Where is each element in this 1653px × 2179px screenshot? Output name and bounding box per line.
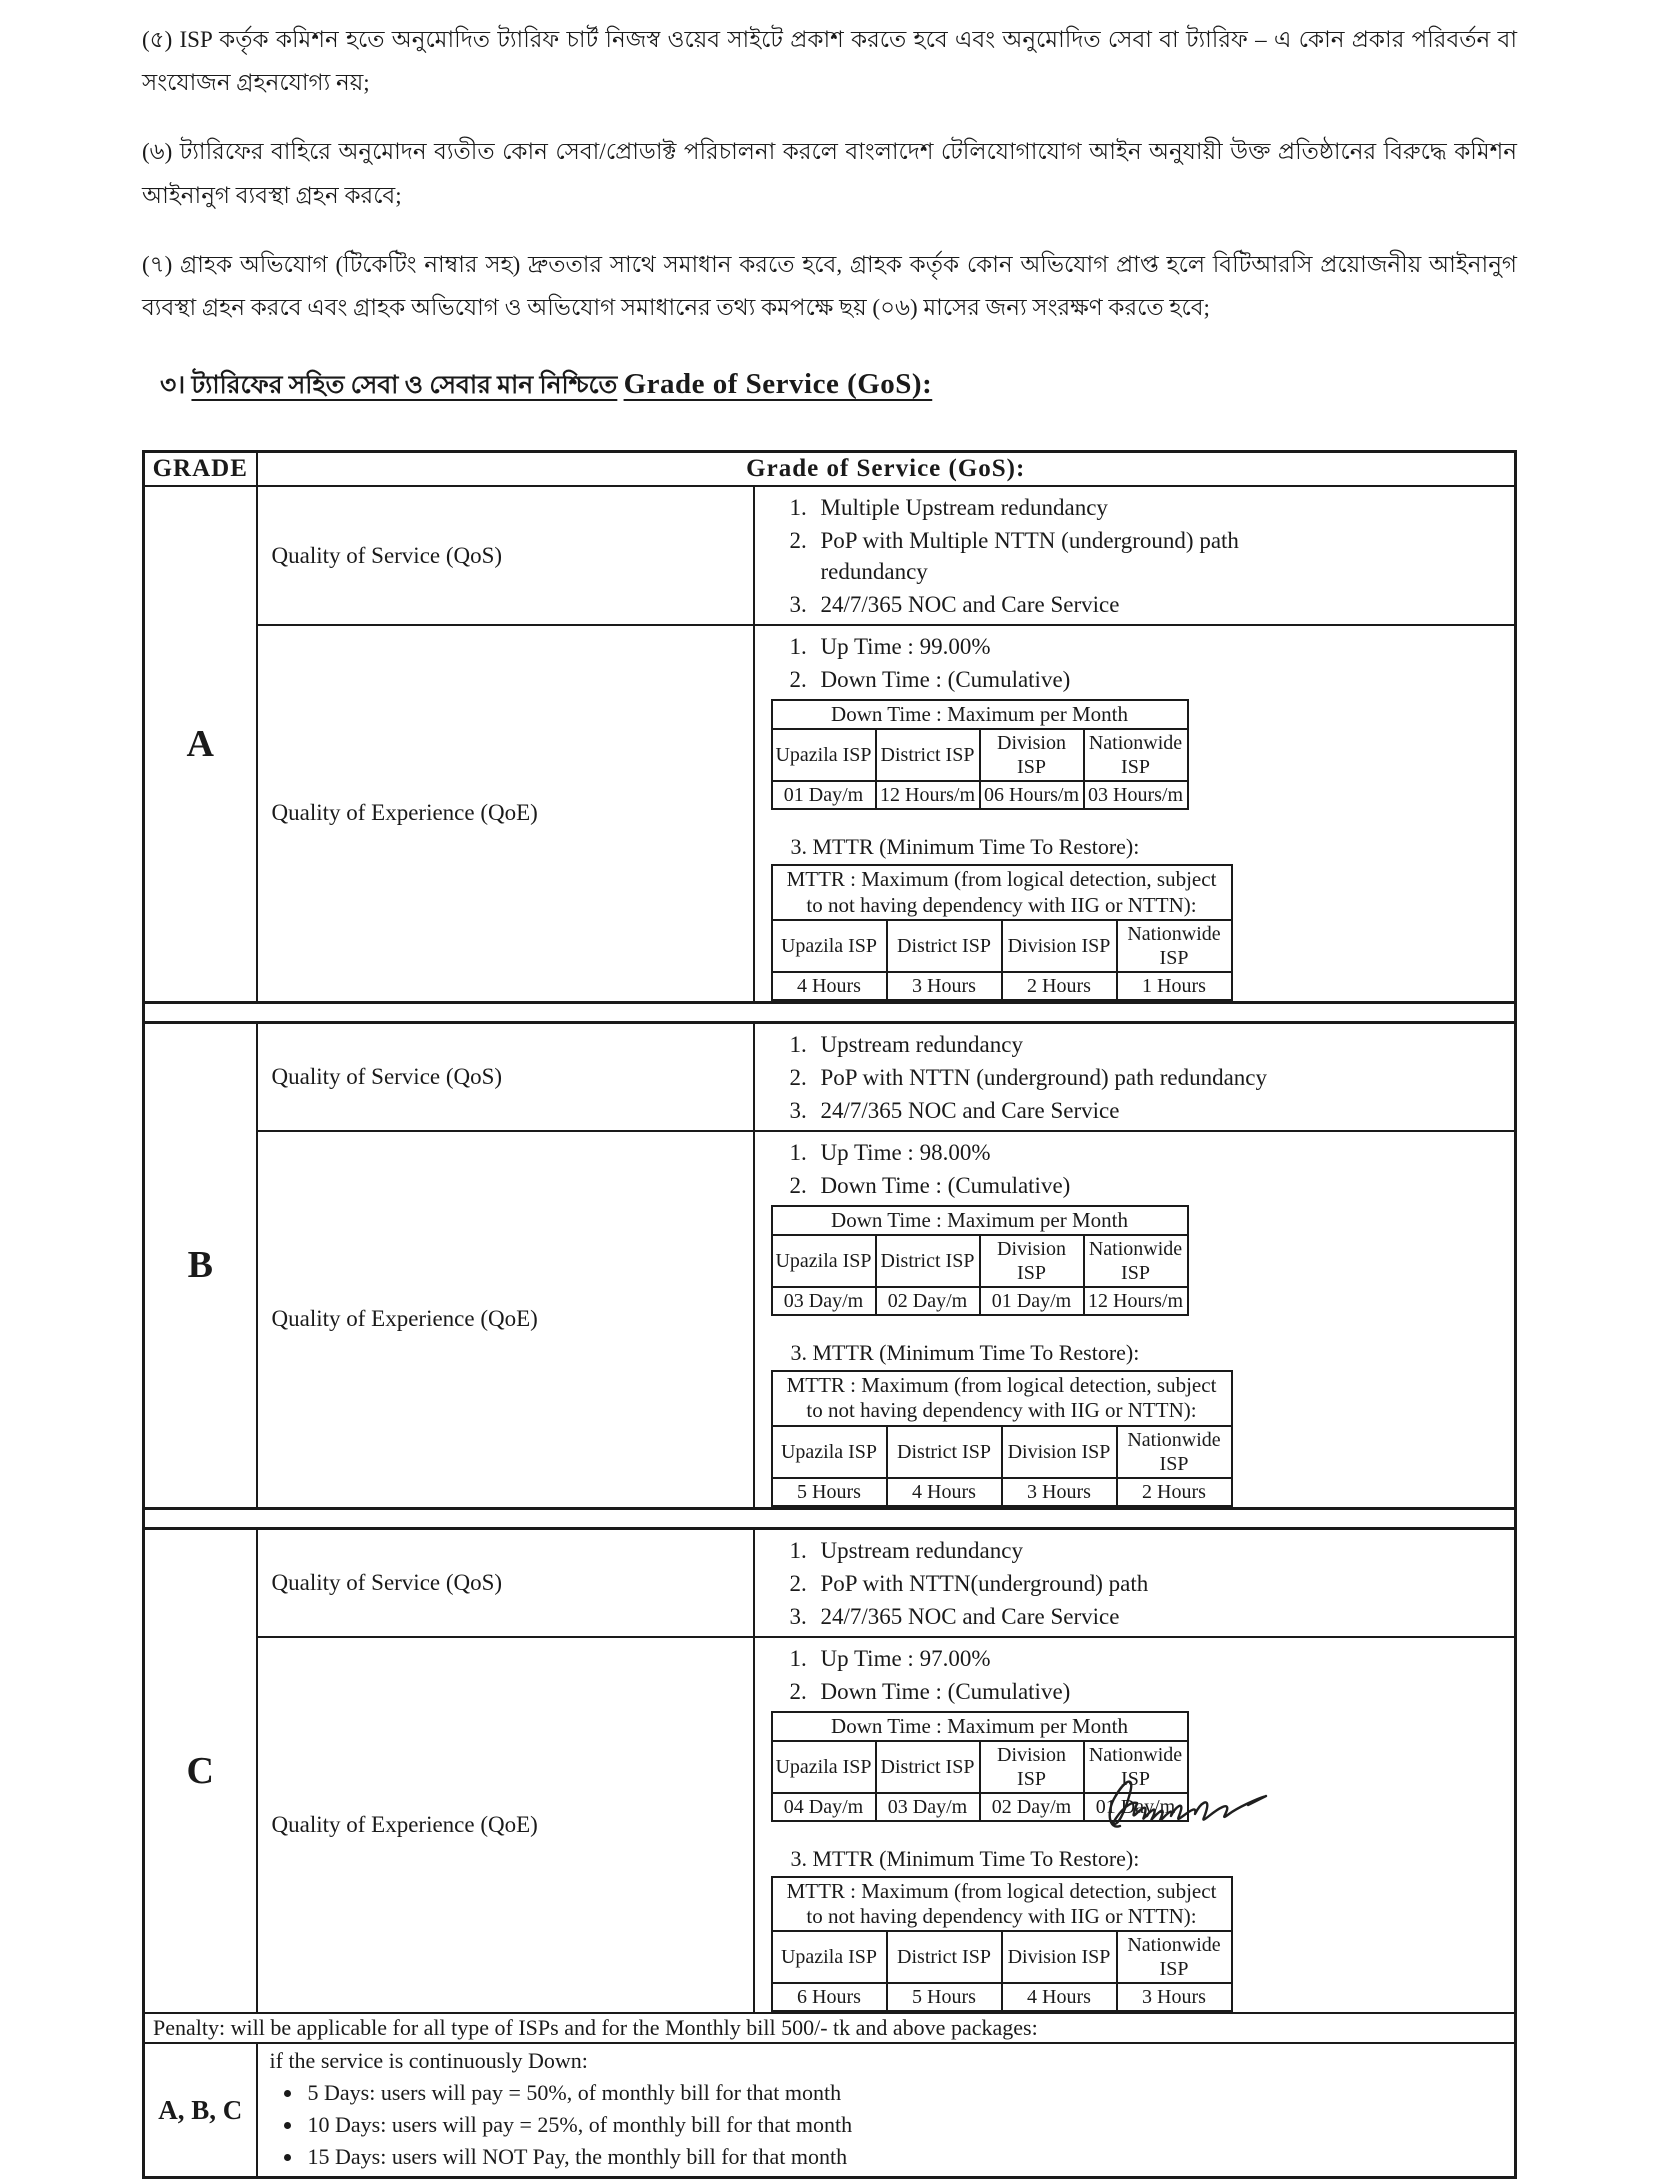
downtime-header-row [772,1235,1188,1287]
qos-item: 3. 24/7/365 NOC and Care Service [813,589,1515,620]
spacer-row [144,1002,1516,1022]
penalty-bullet: • 5 Days: users will pay = 50%, of monthly bill for that month [304,2080,1515,2106]
grade-b-qoe-detail [754,1131,1516,1508]
downtime-value: 03 Day/m [772,1287,876,1315]
grade-c-qos-row [144,1528,1516,1637]
section-number: ৩। [160,372,186,400]
mttr-caption-line2: to not having dependency with IIG or NTTN): [806,1398,1197,1423]
grade-b-qos-detail [754,1022,1516,1131]
grade-a-qoe-label: Quality of Experience (QoE) [257,625,754,1002]
isp-column-header: Upazila ISP [772,729,876,781]
qos-item: 1. Multiple Upstream redundancy [813,492,1515,523]
paragraph-5: (৫) ISP কর্তৃক কমিশন হতে অনুমোদিত ট্যারিফ চার্ট নিজস্ব ওয়েব সাইটে প্রকাশ করতে হবে এবং অনুমোদিত সেবা বা ট্যারিফ – এ কোন প্রকার পরিবর্তন বা সংযোজন গ্রহনযোগ্য নয়; [142,27,1517,96]
mttr-value: 4 Hours [772,972,887,1000]
grade-c-qos-list [755,1535,1515,1632]
grade-c-qoe-list [755,1643,1515,1707]
downtime-value: 03 Day/m [876,1793,980,1821]
grade-a-qoe-detail [754,625,1516,1002]
isp-column-header: Division ISP [1002,1426,1117,1478]
mttr-caption-line1: MTTR : Maximum (from logical detection, subject [786,867,1217,892]
section-heading [160,365,1517,408]
downtime-table-caption: Down Time : Maximum per Month [772,1712,1188,1741]
uptime-item: 1. Up Time : 97.00% [813,1643,1515,1674]
isp-column-header: District ISP [887,920,1002,972]
isp-column-header: Division ISP [1002,920,1117,972]
isp-column-header: Nationwide ISP [1117,920,1232,972]
grade-b-downtime-table [771,1205,1189,1316]
penalty-header-row [144,2013,1516,2043]
isp-column-header: Division ISP [980,1235,1084,1287]
isp-column-header: Division ISP [980,729,1084,781]
penalty-grades-label: A, B, C [144,2043,257,2178]
penalty-bullet: • 15 Days: users will NOT Pay, the monthly bill for that month [304,2144,1515,2170]
mttr-table-caption [772,1371,1232,1425]
mttr-value: 2 Hours [1117,1478,1232,1506]
mttr-heading: 3. MTTR (Minimum Time To Restore): [790,1845,1140,1871]
grade-a-qoe-list [755,631,1515,695]
qos-item: 3. 24/7/365 NOC and Care Service [813,1601,1515,1632]
isp-column-header: Division ISP [1002,1931,1117,1983]
grade-c-qos-label: Quality of Service (QoS) [257,1528,754,1637]
uptime-item: 1. Up Time : 98.00% [813,1137,1515,1168]
qos-item: 2. PoP with Multiple NTTN (underground) path redundancy [813,525,1283,587]
penalty-header-text: Penalty: will be applicable for all type of ISPs and for the Monthly bill 500/- tk and above packages: [144,2013,1516,2043]
grade-b-qoe-row [144,1131,1516,1508]
isp-column-header: Division ISP [980,1741,1084,1793]
grade-a-qoe-row [144,625,1516,1002]
isp-column-header: Upazila ISP [772,920,887,972]
grade-a-downtime-table [771,699,1189,810]
downtime-value: 01 Day/m [1084,1793,1188,1821]
section-title-bangla: ট্যারিফের সহিত সেবা ও সেবার মান নিশ্চিতে [191,372,618,400]
gos-table [142,450,1517,2179]
mttr-value: 4 Hours [887,1478,1002,1506]
isp-column-header: District ISP [876,1235,980,1287]
isp-column-header: Upazila ISP [772,1426,887,1478]
grade-a-qos-label: Quality of Service (QoS) [257,486,754,625]
grade-c-qos-detail [754,1528,1516,1637]
grade-c-mttr-table [771,1876,1233,2012]
downtime-value-row [772,781,1188,809]
penalty-content [257,2043,1516,2178]
isp-column-header: Nationwide ISP [1117,1931,1232,1983]
mttr-value-row [772,972,1232,1000]
table-header-row [144,452,1516,486]
downtime-value: 01 Day/m [980,1287,1084,1315]
downtime-item: 2. Down Time : (Cumulative) [813,1676,1515,1707]
downtime-value: 12 Hours/m [876,781,980,809]
gos-column-header: Grade of Service (GoS): [257,452,1516,486]
isp-column-header: Nationwide ISP [1084,1235,1188,1287]
isp-column-header: District ISP [876,1741,980,1793]
mttr-value: 3 Hours [1117,1983,1232,2011]
mttr-caption-line1: MTTR : Maximum (from logical detection, subject [786,1373,1217,1398]
penalty-intro: if the service is continuously Down: [269,2048,588,2074]
mttr-value: 3 Hours [1002,1478,1117,1506]
mttr-value: 4 Hours [1002,1983,1117,2011]
grade-c-qoe-row [144,1637,1516,2014]
qos-item: 1. Upstream redundancy [813,1029,1515,1060]
section-title-english: Grade of Service (GoS): [623,368,933,401]
isp-column-header: District ISP [876,729,980,781]
mttr-table-caption [772,1877,1232,1931]
grade-b-qoe-list [755,1137,1515,1201]
grade-b-qos-row [144,1022,1516,1131]
mttr-value: 3 Hours [887,972,1002,1000]
mttr-caption-line2: to not having dependency with IIG or NTTN): [806,892,1197,917]
mttr-value-row [772,1983,1232,2011]
downtime-header-row [772,729,1188,781]
mttr-value-row [772,1478,1232,1506]
isp-column-header: Nationwide ISP [1084,1741,1188,1793]
downtime-value: 03 Hours/m [1084,781,1188,809]
spacer-row [144,1508,1516,1528]
grade-b-qos-label: Quality of Service (QoS) [257,1022,754,1131]
isp-column-header: Upazila ISP [772,1235,876,1287]
grade-c-qoe-label: Quality of Experience (QoE) [257,1637,754,2014]
isp-column-header: Nationwide ISP [1084,729,1188,781]
downtime-value: 12 Hours/m [1084,1287,1188,1315]
grade-b-qoe-label: Quality of Experience (QoE) [257,1131,754,1508]
mttr-caption-line2: to not having dependency with IIG or NTTN): [806,1904,1197,1929]
grade-b-mttr-table [771,1370,1233,1506]
grade-c-letter: C [144,1528,257,2013]
downtime-value: 01 Day/m [772,781,876,809]
downtime-value-row [772,1287,1188,1315]
qos-item: 3. 24/7/365 NOC and Care Service [813,1095,1515,1126]
mttr-caption-line1: MTTR : Maximum (from logical detection, subject [786,1878,1217,1903]
mttr-value: 2 Hours [1002,972,1117,1000]
mttr-header-row [772,1426,1232,1478]
mttr-heading: 3. MTTR (Minimum Time To Restore): [790,1340,1140,1366]
penalty-list [258,2080,1515,2170]
mttr-value: 1 Hours [1117,972,1232,1000]
grade-column-header: GRADE [144,452,257,486]
downtime-item: 2. Down Time : (Cumulative) [813,664,1515,695]
isp-column-header: Nationwide ISP [1117,1426,1232,1478]
grade-a-qos-row [144,486,1516,625]
grade-a-letter: A [144,486,257,1002]
paragraph-7: (৭) গ্রাহক অভিযোগ (টিকেটিং নাম্বার সহ) দ্রুততার সাথে সমাধান করতে হবে, গ্রাহক কর্তৃক কোন অভিযোগ প্রাপ্ত হলে বিটিআরসি প্রয়োজনীয় আইনানুগ ব্যবস্থা গ্রহন করবে এবং গ্রাহক অভিযোগ ও অভিযোগ সমাধানের তথ্য কমপক্ষে ছয় (০৬) মাসের জন্য সংরক্ষণ করতে হবে; [142,251,1517,321]
downtime-value: 06 Hours/m [980,781,1084,809]
qos-item: 1. Upstream redundancy [813,1535,1515,1566]
qos-item: 2. PoP with NTTN(underground) path [813,1568,1515,1599]
downtime-value: 04 Day/m [772,1793,876,1821]
penalty-bullet: • 10 Days: users will pay = 25%, of monthly bill for that month [304,2112,1515,2138]
isp-column-header: Upazila ISP [772,1741,876,1793]
uptime-item: 1. Up Time : 99.00% [813,631,1515,662]
downtime-value: 02 Day/m [980,1793,1084,1821]
downtime-value: 02 Day/m [876,1287,980,1315]
isp-column-header: District ISP [887,1426,1002,1478]
grade-b-letter: B [144,1022,257,1508]
grade-a-qos-list [755,492,1515,620]
grade-a-mttr-table [771,864,1233,1000]
mttr-value: 6 Hours [772,1983,887,2011]
mttr-table-caption [772,865,1232,919]
grade-a-qos-detail [754,486,1516,625]
downtime-table-caption: Down Time : Maximum per Month [772,1206,1188,1235]
mttr-heading: 3. MTTR (Minimum Time To Restore): [790,834,1140,860]
isp-column-header: District ISP [887,1931,1002,1983]
penalty-row [144,2043,1516,2178]
isp-column-header: Upazila ISP [772,1931,887,1983]
grade-b-qos-list [755,1029,1515,1126]
qos-item: 2. PoP with NTTN (underground) path redundancy [813,1062,1515,1093]
mttr-header-row [772,1931,1232,1983]
signature-scribble [1100,1762,1280,1834]
mttr-header-row [772,920,1232,972]
downtime-item: 2. Down Time : (Cumulative) [813,1170,1515,1201]
paragraph-6: (৬) ট্যারিফের বাহিরে অনুমোদন ব্যতীত কোন সেবা/প্রোডাক্ট পরিচালনা করলে বাংলাদেশ টেলিযোগাযোগ আইন অনুযায়ী উক্ত প্রতিষ্ঠানের বিরুদ্ধে কমিশন আইনানুগ ব্যবস্থা গ্রহন করবে; [142,139,1517,208]
mttr-value: 5 Hours [772,1478,887,1506]
mttr-value: 5 Hours [887,1983,1002,2011]
downtime-table-caption: Down Time : Maximum per Month [772,700,1188,729]
